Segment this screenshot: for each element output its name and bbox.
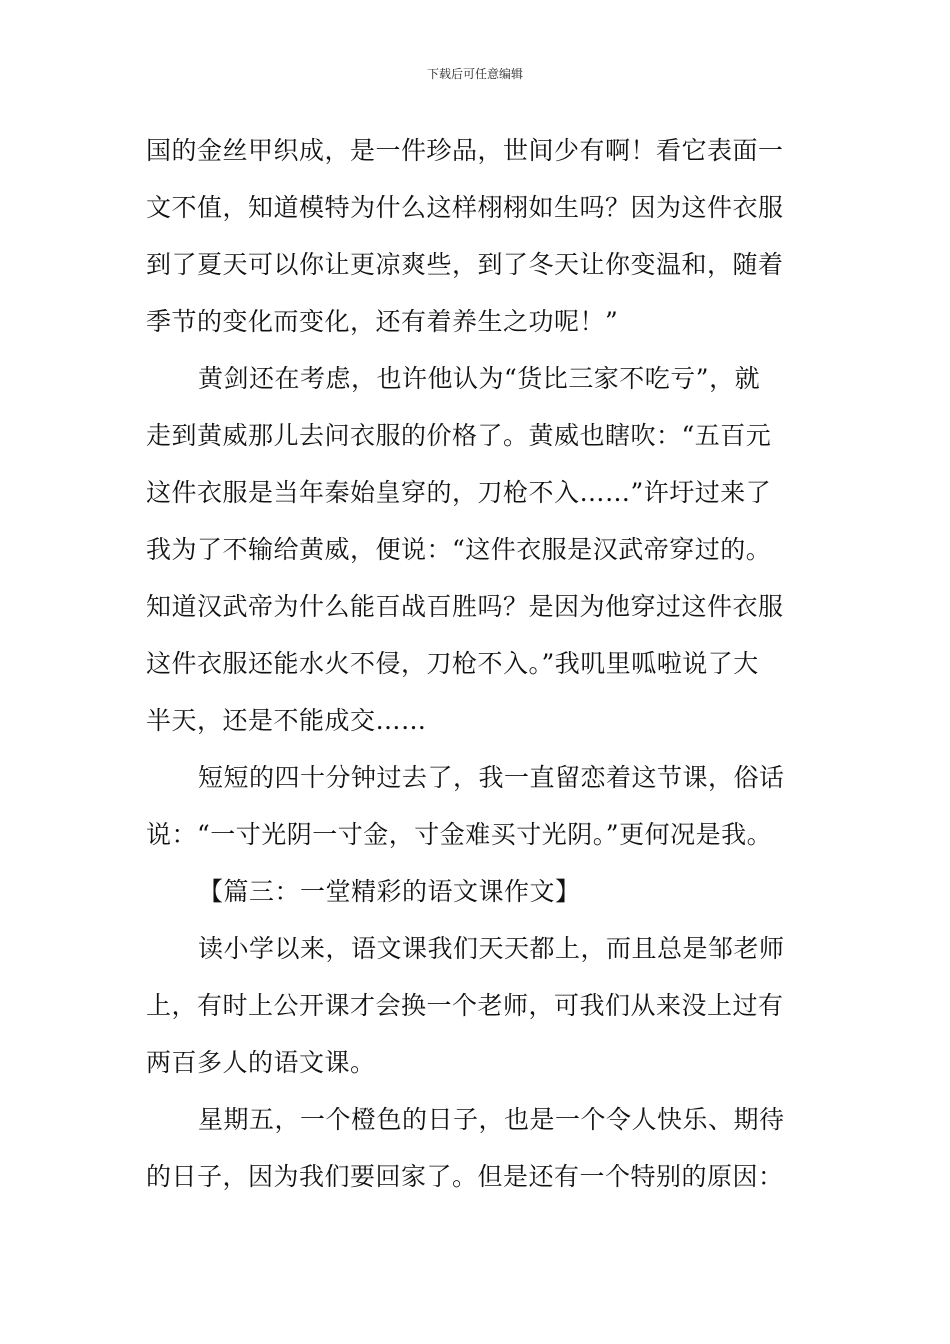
paragraph-first-line: 短短的四十分钟过去了，我一直留恋着这节课，俗话 bbox=[198, 763, 785, 792]
paragraph-first-line: 黄剑还在考虑，也许他认为“货比三家不吃亏”，就 bbox=[198, 364, 761, 393]
page-header: 下载后可任意编辑 bbox=[426, 67, 523, 81]
text-line: 这件衣服还能水火不侵，刀枪不入。”我叽里呱啦说了大 bbox=[146, 649, 759, 678]
paragraph-first-line: 星期五，一个橙色的日子，也是一个令人快乐、期待 bbox=[198, 1105, 785, 1134]
section-heading: 【篇三：一堂精彩的语文课作文】 bbox=[198, 877, 581, 906]
text-line: 两百多人的语文课。 bbox=[146, 1048, 376, 1077]
text-line: 半天，还是不能成交…… bbox=[146, 706, 427, 735]
document-body bbox=[146, 122, 810, 1205]
text-line: 这件衣服是当年秦始皇穿的，刀枪不入……”许圩过来了 bbox=[146, 478, 772, 507]
text-line: 说：“一寸光阴一寸金，寸金难买寸光阴。”更何况是我。 bbox=[146, 820, 773, 849]
paragraph-first-line: 读小学以来，语文课我们天天都上，而且总是邹老师 bbox=[198, 934, 785, 963]
text-line: 上，有时上公开课才会换一个老师，可我们从来没上过有 bbox=[146, 991, 784, 1020]
text-line: 我为了不输给黄威，便说：“这件衣服是汉武帝穿过的。 bbox=[146, 535, 772, 564]
text-line: 走到黄威那儿去问衣服的价格了。黄威也瞎吹：“五百元 bbox=[146, 421, 772, 450]
text-line: 到了夏天可以你让更凉爽些，到了冬天让你变温和，随着 bbox=[146, 250, 784, 279]
text-line: 文不值，知道模特为什么这样栩栩如生吗？因为这件衣服 bbox=[146, 193, 784, 222]
text-line: 国的金丝甲织成，是一件珍品，世间少有啊！看它表面一 bbox=[146, 136, 784, 165]
text-line: 的日子，因为我们要回家了。但是还有一个特别的原因： bbox=[146, 1162, 784, 1191]
text-line: 季节的变化而变化，还有着养生之功呢！” bbox=[146, 307, 619, 336]
text-line: 知道汉武帝为什么能百战百胜吗？是因为他穿过这件衣服 bbox=[146, 592, 784, 621]
